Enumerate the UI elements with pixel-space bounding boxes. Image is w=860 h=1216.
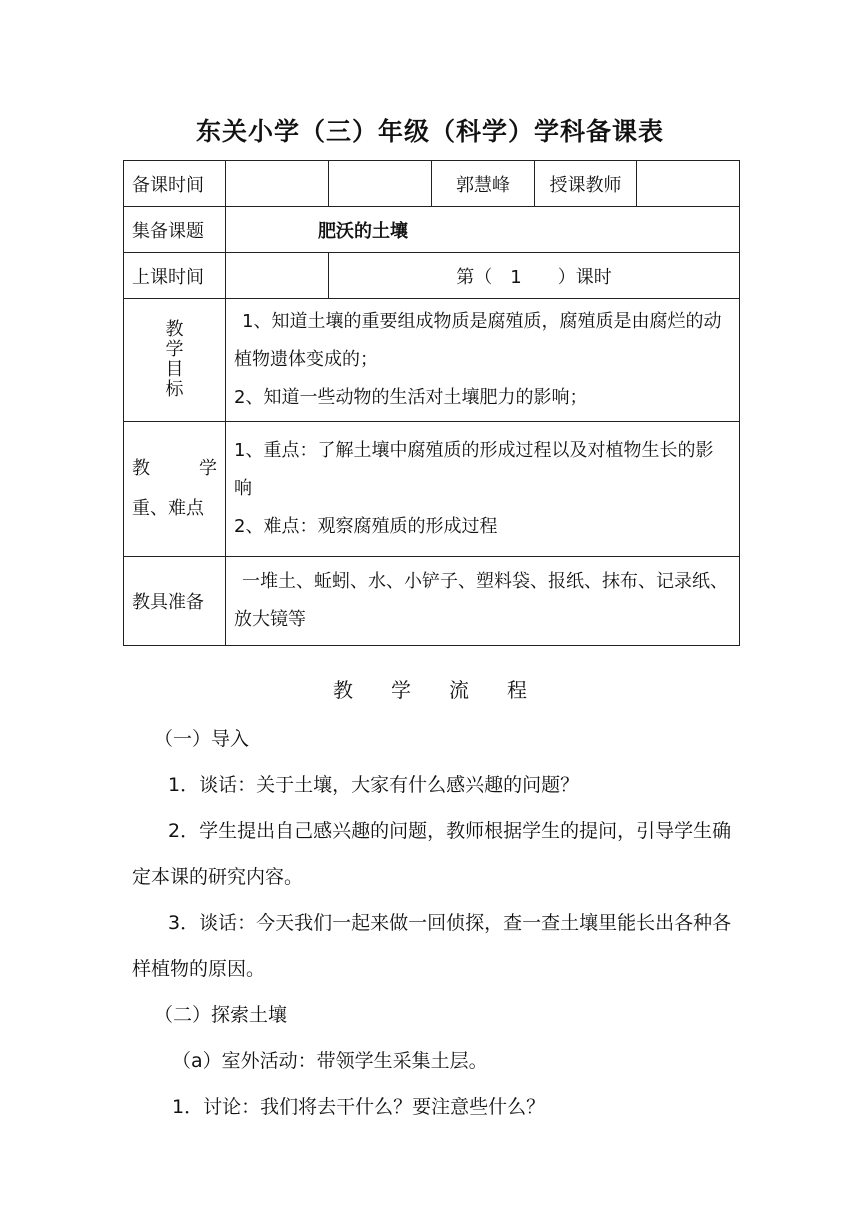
document-title: 东关小学（三）年级（科学）学科备课表 [195, 117, 664, 146]
teaching-flow [132, 716, 736, 1130]
flow-item: 2．学生提出自己感兴趣的问题，教师根据学生的提问，引导学生确定本课的研究内容。 [132, 820, 732, 888]
class-time-row [124, 253, 740, 299]
tools-label: 教具准备 [124, 557, 226, 646]
subsection-heading: （a）室外活动：带领学生采集土层。 [172, 1050, 488, 1072]
prep-time-value-cell [226, 161, 329, 207]
objectives-label-char: 标 [165, 379, 184, 400]
objective-1: 1、知道土壤的重要组成物质是腐殖质，腐殖质是由腐烂的动植物遗体变成的； [234, 311, 722, 370]
objectives-label-char: 目 [165, 359, 184, 380]
objectives-label [124, 299, 226, 422]
flow-item: 1．讨论：我们将去干什么？要注意些什么？ [172, 1096, 546, 1118]
tools-row [124, 557, 740, 646]
group-topic-label: 集备课题 [124, 207, 226, 253]
key-points-content [226, 422, 740, 557]
key-label-char: 学 [199, 458, 217, 479]
class-time-value-cell [226, 253, 329, 299]
topic-row [124, 207, 740, 253]
section-heading: （一）导入 [154, 728, 250, 750]
objective-2: 2、知道一些动物的生活对土壤肥力的影响； [234, 387, 588, 408]
prep-time-extra-cell [329, 161, 432, 207]
teaching-teacher-value-cell [637, 161, 740, 207]
lesson-topic: 肥沃的土壤 [226, 207, 740, 253]
objectives-content [226, 299, 740, 422]
key-points-label [124, 422, 226, 557]
lesson-number: 第（ 1 ）课时 [329, 253, 740, 299]
prep-time-row [124, 161, 740, 207]
objectives-row [124, 299, 740, 422]
key-label-line: 重、难点 [132, 498, 204, 519]
teacher-name: 郭慧峰 [432, 161, 535, 207]
teaching-teacher-label: 授课教师 [535, 161, 637, 207]
prep-time-label: 备课时间 [124, 161, 226, 207]
objectives-label-char: 教 [165, 319, 184, 340]
flow-item: 3．谈话：今天我们一起来做一回侦探，查一查土壤里能长出各种各样植物的原因。 [132, 912, 732, 980]
section-heading: （二）探索土壤 [154, 1004, 288, 1026]
flow-title: 教学流程 [333, 678, 565, 702]
tools-list: 一堆土、蚯蚓、水、小铲子、塑料袋、报纸、抹布、记录纸、放大镜等 [234, 571, 728, 630]
key-points-row [124, 422, 740, 557]
class-time-label: 上课时间 [124, 253, 226, 299]
key-label-char: 教 [132, 458, 150, 479]
tools-content [226, 557, 740, 646]
flow-item: 1．谈话：关于土壤，大家有什么感兴趣的问题？ [168, 774, 580, 796]
key-point: 1、重点：了解土壤中腐殖质的形成过程以及对植物生长的影响 [234, 440, 714, 499]
difficult-point: 2、难点：观察腐殖质的形成过程 [234, 516, 498, 537]
objectives-label-char: 学 [165, 339, 184, 360]
lesson-plan-table [123, 160, 740, 646]
